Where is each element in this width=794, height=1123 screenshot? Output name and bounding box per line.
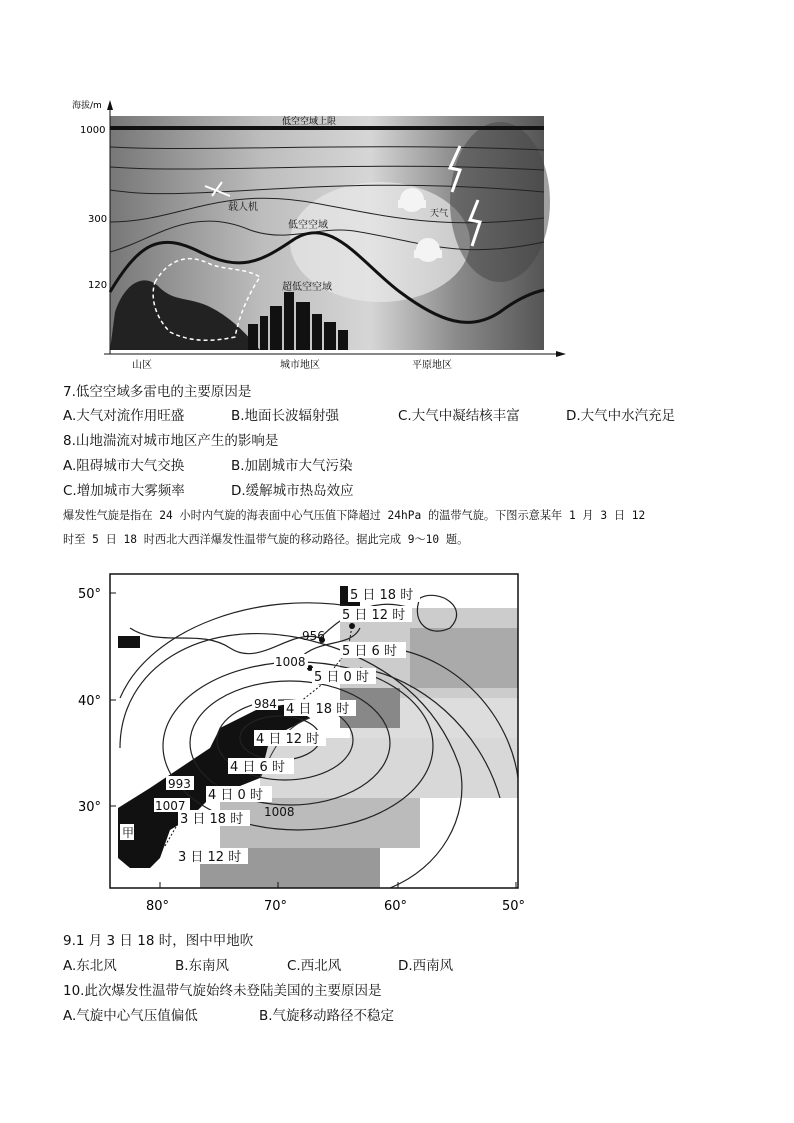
q9-option-d[interactable]: D.西南风 — [398, 958, 454, 974]
track-label-4d12h: 4 日 12 时 — [256, 732, 320, 747]
track-label-3d12h: 3 日 12 时 — [178, 850, 242, 865]
pressure-label-1007: 1007 — [155, 799, 186, 813]
lat-label-40: 40° — [78, 694, 102, 709]
lon-label-80: 80° — [146, 899, 170, 914]
y-tick-1000: 1000 — [80, 125, 106, 136]
low-airspace-label: 低空空域 — [288, 220, 328, 231]
track-label-5d18h: 5 日 18 时 — [350, 588, 414, 603]
q9-option-a[interactable]: A.东北风 — [63, 958, 117, 974]
lat-label-30: 30° — [78, 800, 102, 815]
pressure-label-1008-south: 1008 — [264, 805, 295, 819]
lon-label-50: 50° — [502, 899, 526, 914]
upper-limit-label: 低空空域上限 — [282, 117, 337, 127]
q8-option-c[interactable]: C.增加城市大雾频率 — [63, 483, 185, 499]
lon-label-60: 60° — [384, 899, 408, 914]
track-label-4d6h: 4 日 6 时 — [230, 760, 285, 775]
y-tick-300: 300 — [88, 214, 108, 225]
pressure-label-984: 984 — [254, 697, 277, 711]
q7-option-a[interactable]: A.大气对流作用旺盛 — [63, 408, 185, 424]
track-label-4d18h: 4 日 18 时 — [286, 702, 350, 717]
q7-option-c[interactable]: C.大气中凝结核丰富 — [398, 408, 520, 424]
y-tick-120: 120 — [88, 280, 108, 291]
intro-line-2: 时至 5 日 18 时西北大西洋爆发性温带气旋的移动路径。据此完成 9～10 题。 — [63, 533, 469, 546]
q7-stem: 7.低空空域多雷电的主要原因是 — [63, 384, 252, 400]
q9-option-b[interactable]: B.东南风 — [175, 958, 230, 974]
lat-label-50: 50° — [78, 587, 102, 602]
lon-label-70: 70° — [264, 899, 288, 914]
track-label-3d18h: 3 日 18 时 — [180, 812, 244, 827]
q8-option-b[interactable]: B.加剧城市大气污染 — [231, 458, 353, 474]
pressure-label-1008-north: 1008 — [275, 655, 306, 669]
q7-option-d[interactable]: D.大气中水汽充足 — [566, 408, 676, 424]
manned-aircraft-label: 载人机 — [228, 202, 258, 213]
x-label-plain: 平原地区 — [412, 360, 452, 371]
q10-stem: 10.此次爆发性温带气旋始终未登陆美国的主要原因是 — [63, 983, 382, 999]
weather-label: 天气 — [430, 209, 449, 219]
intro-line-1: 爆发性气旋是指在 24 小时内气旋的海表面中心气压值下降超过 24hPa 的温带气旋。下图示意某年 1 月 3 日 12 — [63, 509, 646, 522]
track-label-5d6h: 5 日 6 时 — [342, 644, 397, 659]
q8-option-a[interactable]: A.阻碍城市大气交换 — [63, 458, 185, 474]
q8-stem: 8.山地湍流对城市地区产生的影响是 — [63, 433, 279, 449]
place-label-jia: 甲 — [122, 826, 135, 840]
track-label-4d0h: 4 日 0 时 — [208, 788, 263, 803]
ultra-low-airspace-label: 超低空空域 — [282, 282, 332, 293]
airspace-figure — [60, 92, 570, 374]
q10-option-a[interactable]: A.气旋中心气压值偏低 — [63, 1008, 198, 1024]
track-label-5d12h: 5 日 12 时 — [342, 608, 406, 623]
track-label-5d0h: 5 日 0 时 — [314, 670, 369, 685]
cyclone-track-map — [60, 568, 550, 918]
q9-stem: 9.1 月 3 日 18 时，图中甲地吹 — [63, 933, 254, 949]
q8-option-d[interactable]: D.缓解城市热岛效应 — [231, 483, 354, 499]
q7-option-b[interactable]: B.地面长波辐射强 — [231, 408, 340, 424]
pressure-label-956: 956 — [302, 629, 325, 643]
q9-option-c[interactable]: C.西北风 — [287, 958, 342, 974]
x-label-mountain: 山区 — [132, 360, 152, 371]
y-axis-label: 海拔/m — [72, 101, 102, 111]
x-label-city: 城市地区 — [280, 360, 320, 371]
pressure-label-993: 993 — [168, 777, 191, 791]
q10-option-b[interactable]: B.气旋移动路径不稳定 — [259, 1008, 395, 1024]
